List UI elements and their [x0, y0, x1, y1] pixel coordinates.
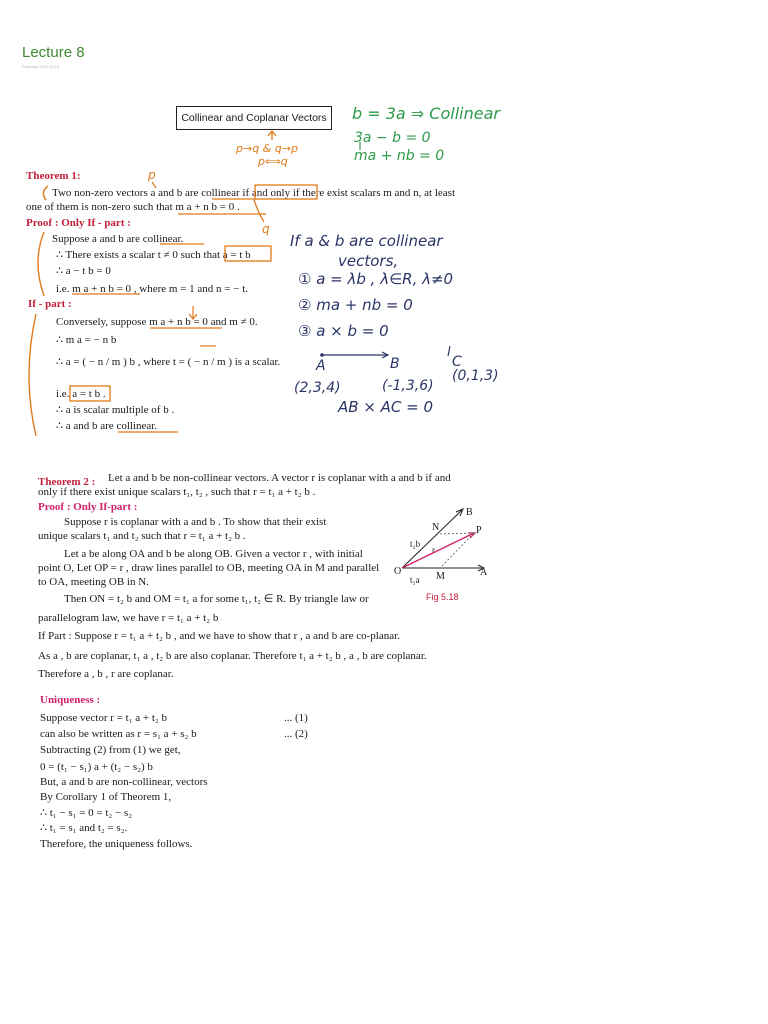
theorem1-line2: one of them is non-zero such that m a + n b = 0 .: [26, 201, 240, 213]
uniqueness-line5: But, a and b are non-collinear, vectors: [40, 776, 208, 788]
proof2-line4: point O, Let OP = r , draw lines parallel to OB, meeting OA in M and parallel: [38, 562, 380, 574]
annotation-point-a: A: [316, 358, 326, 374]
fig-label-n: N: [432, 522, 440, 533]
if-part-line3: ∴ a = ( − n / m ) b , where t = ( − n / m ) is a scalar.: [56, 356, 281, 368]
fig-label-r: r: [432, 545, 435, 555]
annotation-if-collinear: If a & b are collinear: [290, 232, 443, 250]
annotation-p-q: p→q & q→p: [236, 142, 298, 155]
fig-label-p: P: [476, 525, 482, 536]
orange-tick-p: [152, 182, 156, 188]
proof2-line2: unique scalars t₁ and t₂ such that r = t₁ a + t₂ b .: [38, 530, 246, 542]
uniqueness-line9: Therefore, the uniqueness follows.: [40, 838, 193, 850]
uniqueness-eq1-number: ... (1): [284, 712, 308, 724]
fig-vector-op: [402, 533, 474, 568]
box-if-and-only-if: [255, 185, 317, 199]
annotation-3a-b: 3a − b = 0: [354, 130, 431, 146]
annotation-p-label: p: [148, 168, 156, 182]
if-part-line5: ∴ a is scalar multiple of b .: [56, 404, 175, 416]
theorem1-heading: Theorem 1:: [26, 170, 81, 182]
uniqueness-line1: Suppose vector r = t₁ a + t₂ b: [40, 712, 167, 724]
uniqueness-line3: Subtracting (2) from (1) we get,: [40, 744, 181, 756]
proof2-line5: to OA, meeting OB in N.: [38, 576, 149, 588]
orange-curve-q: [254, 200, 264, 222]
proof2-heading: Proof : Only If-part :: [38, 501, 138, 513]
annotation-q-label: q: [262, 222, 270, 236]
fig-dashed-pm: [440, 533, 474, 568]
fig-ray-ob: [402, 510, 462, 568]
uniqueness-eq2-number: ... (2): [284, 728, 308, 740]
if-part-line4: i.e. a = t b .: [56, 388, 106, 400]
handwritten-ab-line: [322, 352, 388, 358]
figure-5-18: [402, 509, 484, 571]
theorem2-line1: Let a and b be non-collinear vectors. A vector r is coplanar with a and b if and: [108, 472, 451, 484]
box-a-tb: [225, 246, 271, 261]
proof2-line7: parallelogram law, we have r = t₁ a + t₂ b: [38, 612, 219, 624]
proof1-heading: Proof : Only If - part :: [26, 217, 131, 229]
annotation-ab-cross-ac: AB × AC = 0: [338, 398, 434, 416]
proof2-line3: Let a be along OA and b be along OB. Given a vector r , with initial: [64, 548, 363, 560]
uniqueness-line2: can also be written as r = s₁ a + s₂ b: [40, 728, 197, 740]
annotation-condition-3: ③ a × b = 0: [298, 322, 389, 340]
handwritten-point-a: [320, 353, 324, 357]
annotation-ma-nb: ma + nb = 0: [354, 148, 445, 164]
annotation-p-iff-q: p⟺q: [258, 155, 288, 168]
section-title-box: Collinear and Coplanar Vectors: [176, 106, 332, 130]
theorem2-heading: Theorem 2 :: [38, 476, 96, 488]
proof1-line3: ∴ a − t b = 0: [56, 265, 111, 277]
proof1-line4: i.e. m a + n b = 0 , where m = 1 and n = − t.: [56, 283, 249, 295]
uniqueness-line8: ∴ t₁ = s₁ and t₂ = s₂.: [40, 822, 128, 834]
proof2-line10: Therefore a , b , r are coplanar.: [38, 668, 174, 680]
annotation-coord-b: (-1,3,6): [382, 378, 434, 394]
fig-label-m: M: [436, 571, 445, 582]
if-part-line2: ∴ m a = − n b: [56, 334, 117, 346]
bracket-proof1: [38, 232, 44, 296]
fig-label-t2b: t₂b: [410, 539, 421, 549]
annotation-coord-c: (0,1,3): [452, 368, 499, 384]
orange-bracket-theorem1: [43, 186, 48, 200]
box-if-a-tb: [70, 386, 110, 401]
fig-dashed-np: [436, 533, 474, 534]
fig-label-t1a: t₁a: [410, 575, 420, 585]
uniqueness-line6: By Corollary 1 of Theorem 1,: [40, 791, 172, 803]
uniqueness-line4: 0 = (t₁ − s₁) a + (t₂ − s₂) b: [40, 761, 153, 773]
proof2-line8: If Part : Suppose r = t₁ a + t₂ b , and we have to show that r , a and b are co-planar.: [38, 630, 400, 642]
lecture-meta: February 2023 10:15: [22, 64, 60, 69]
if-part-line6: ∴ a and b are collinear.: [56, 420, 158, 432]
proof1-line2: ∴ There exists a scalar t ≠ 0 such that a = t b: [56, 249, 251, 261]
fig-label-o: O: [394, 566, 402, 577]
lecture-title: Lecture 8: [22, 44, 85, 61]
if-part-heading: If - part :: [28, 298, 72, 310]
proof1-line1: Suppose a and b are collinear.: [52, 233, 184, 245]
handwritten-tick-c: [448, 346, 450, 356]
annotation-point-c: C: [452, 354, 462, 370]
annotation-coord-a: (2,3,4): [294, 380, 341, 396]
annotation-vectors: vectors,: [338, 252, 399, 270]
annotation-condition-1: ① a = λb , λ∈R, λ≠0: [298, 270, 454, 288]
fig-label-b: B: [466, 507, 473, 518]
orange-arrow-t: [189, 306, 197, 319]
uniqueness-line7: ∴ t₁ − s₁ = 0 = t₂ − s₂: [40, 807, 133, 819]
proof2-line1: Suppose r is coplanar with a and b . To show that their exist: [64, 516, 327, 528]
annotation-b-3a: b = 3a ⇒ Collinear: [352, 104, 500, 123]
bracket-if-part: [29, 314, 36, 436]
uniqueness-heading: Uniqueness :: [40, 694, 101, 706]
proof2-line9: As a , b are coplanar, t₁ a , t₂ b are also coplanar. Therefore t₁ a + t₂ b , a , b are coplanar.: [38, 650, 427, 662]
proof2-line6: Then ON = t₂ b and OM = t₁ a for some t₁, t₂ ∈ R. By triangle law or: [64, 593, 369, 605]
fig-caption: Fig 5.18: [426, 592, 459, 602]
fig-label-a: A: [480, 567, 488, 578]
orange-arrow-up: [268, 131, 276, 140]
theorem2-line2: only if there exist unique scalars t₁, t₂ , such that r = t₁ a + t₂ b .: [38, 486, 316, 498]
annotation-point-b: B: [390, 356, 400, 372]
theorem1-line1: Two non-zero vectors a and b are collinear if and only if there exist scalars m and n, at least: [52, 187, 456, 199]
if-part-line1: Conversely, suppose m a + n b = 0 and m ≠ 0.: [56, 316, 258, 328]
annotation-condition-2: ② ma + nb = 0: [298, 296, 413, 314]
